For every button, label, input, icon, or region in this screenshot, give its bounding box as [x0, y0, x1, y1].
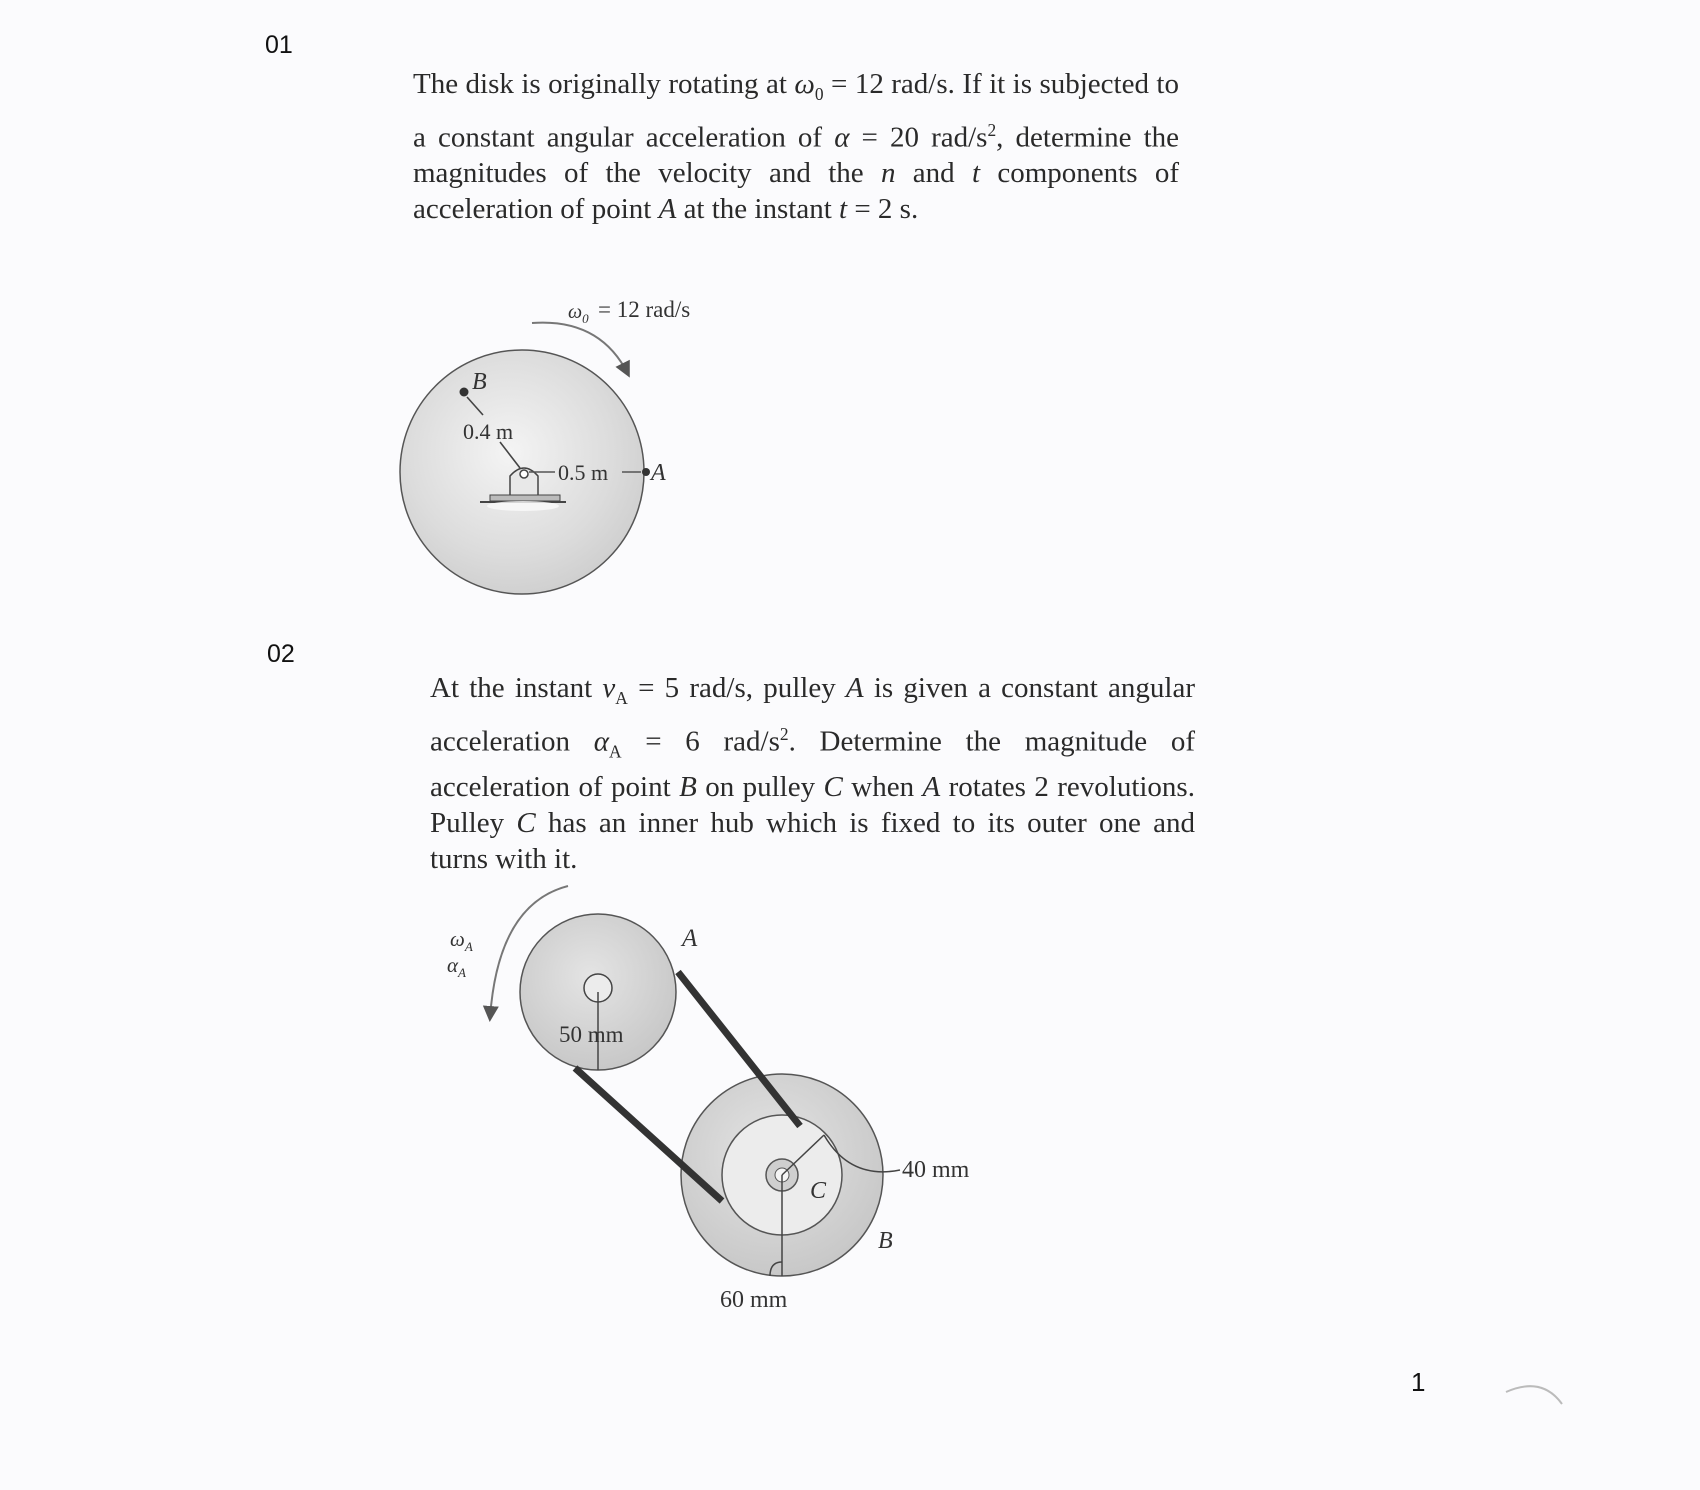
point-A-label: A [651, 460, 666, 486]
symbol-omega: ω [794, 68, 815, 100]
superscript: 2 [987, 119, 997, 140]
text-segment: components of acceleration of point [413, 157, 1179, 226]
subscript: 0 [814, 83, 824, 104]
text-segment: = 5 rad/s, pulley [627, 672, 846, 704]
pulley-A-label: A [682, 925, 698, 952]
radius-A-label: 0.5 m [558, 460, 609, 485]
text-segment: when [842, 771, 923, 804]
text-segment: , determine the magnitudes of the velocity and the [413, 121, 1179, 190]
problem-statement [430, 670, 1195, 877]
symbol-A: A [922, 771, 941, 804]
symbol-B: B [679, 771, 697, 804]
superscript: 2 [779, 723, 789, 744]
subscript: A [609, 741, 622, 762]
corner-mark [1506, 1386, 1562, 1404]
radius-outer-label: 60 mm [720, 1287, 788, 1313]
text-segment: = 12 rad/s. If it is subjected to a constant angular acceleration of [413, 68, 1179, 154]
problem-number: 02 [267, 640, 295, 668]
symbol-v: v [602, 672, 616, 704]
point-B-label: B [472, 369, 487, 395]
text-segment: is given a constant angular acceleration [430, 672, 1195, 758]
disk-figure [400, 297, 690, 594]
symbol-A: A [658, 193, 677, 226]
text-segment: at the instant [676, 193, 839, 226]
text-segment: = 2 s. [847, 193, 919, 226]
text-segment: = 20 rad/s [849, 121, 988, 154]
page-number: 1 [1411, 1367, 1426, 1397]
alpha-A-label: $\alpha_A$ [447, 953, 466, 980]
radius-inner-label: 40 mm [902, 1157, 970, 1183]
text-segment: and [895, 157, 972, 190]
text-segment: on pulley [696, 771, 824, 804]
pulley-C-label: C [810, 1178, 827, 1204]
point-A-dot [642, 468, 650, 476]
symbol-n: n [880, 157, 896, 190]
omega-value: = 12 rad/s [598, 297, 691, 322]
symbol-t: t [839, 193, 848, 226]
text-segment: = 6 rad/s [621, 725, 780, 758]
text-segment: At the instant [430, 672, 603, 704]
subscript: A [615, 687, 628, 708]
problem-number: 01 [265, 31, 293, 59]
symbol-C: C [823, 771, 843, 804]
symbol-t: t [971, 157, 981, 190]
pulley-figure [447, 886, 970, 1313]
radius-A-label: 50 mm [559, 1022, 624, 1047]
text-segment: . Determine the magnitude of acceleration of point [430, 725, 1195, 804]
text-segment: rotates 2 revolutions. Pulley [430, 771, 1195, 840]
point-B-dot [460, 388, 469, 397]
radius-B-label: 0.4 m [463, 419, 514, 444]
omega-A-label: $\omega_A$ [450, 927, 473, 954]
text-segment: The disk is originally rotating at [413, 68, 795, 100]
symbol-alpha: α [593, 725, 609, 758]
omega-label: $\omega_0$ [568, 301, 589, 326]
symbol-alpha: α [834, 121, 850, 154]
symbol-C: C [516, 807, 536, 840]
point-B-label: B [878, 1228, 893, 1254]
symbol-A: A [845, 672, 864, 704]
text-segment: has an inner hub which is fixed to its outer one and turns with it. [430, 807, 1195, 876]
